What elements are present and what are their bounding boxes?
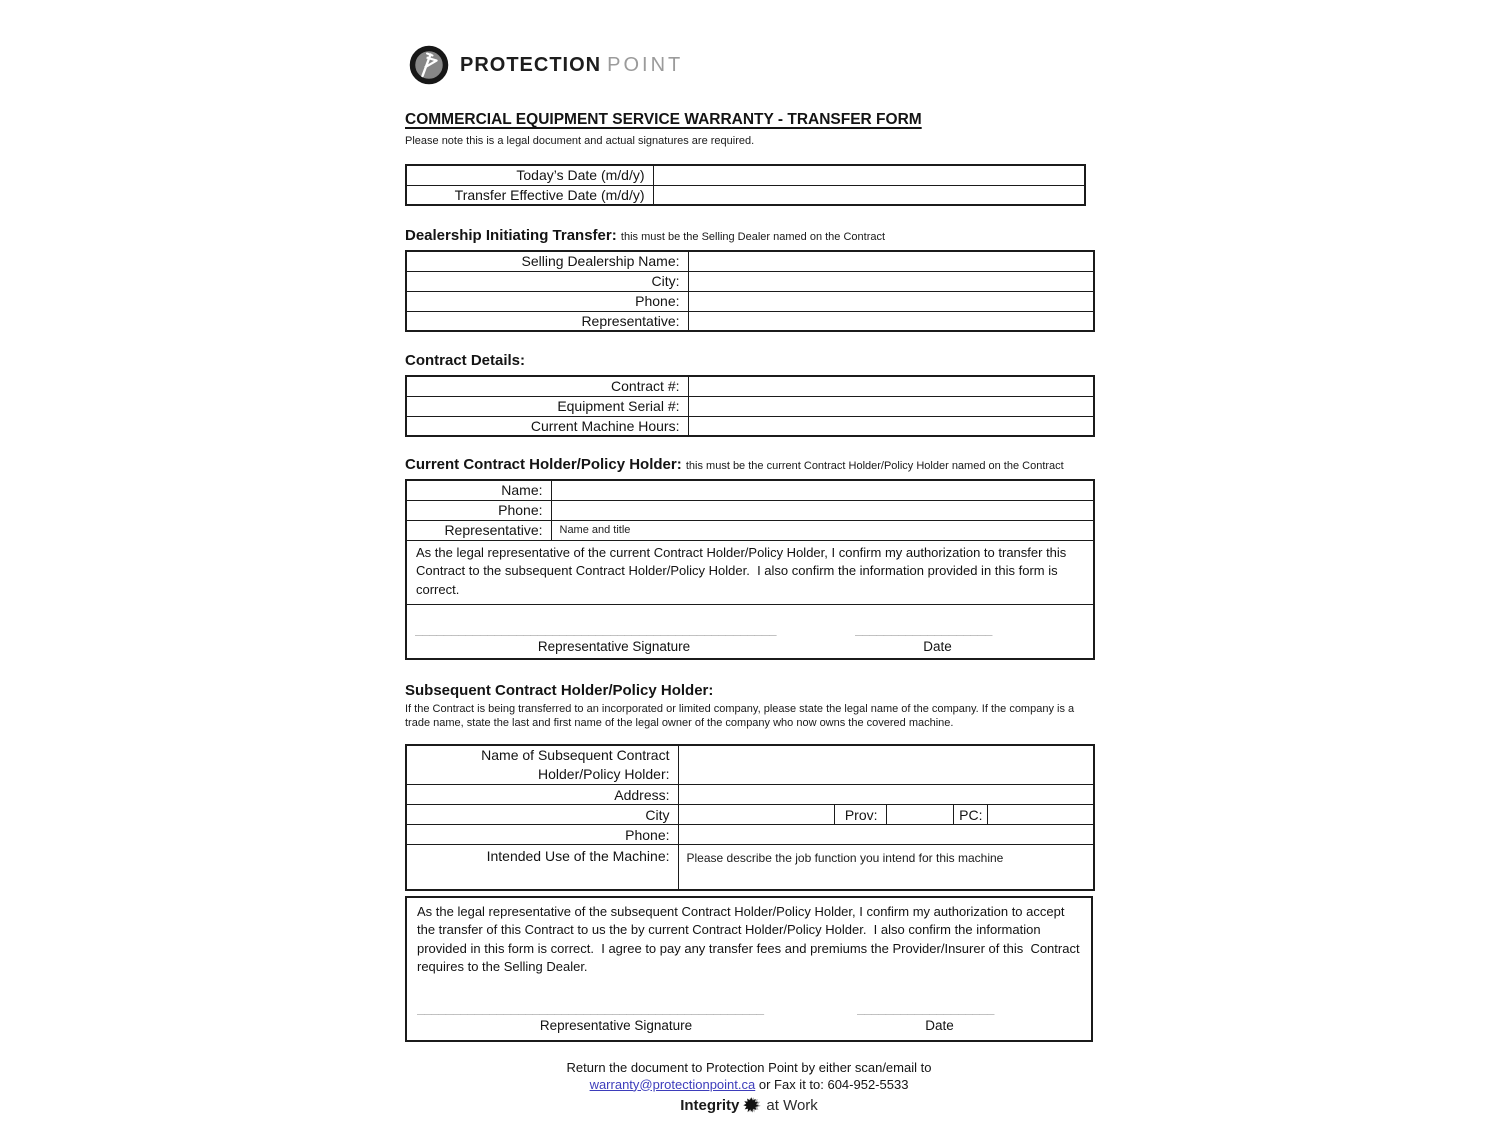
tagline-bold-text: Integrity xyxy=(680,1096,740,1114)
field-input-equipment-serial[interactable] xyxy=(688,396,1094,416)
field-label-holder-name: Name: xyxy=(406,480,551,500)
table-row xyxy=(406,311,1094,331)
table-row xyxy=(406,785,1094,805)
field-input-todays-date[interactable] xyxy=(653,165,1085,185)
tagline-rest-text: at Work xyxy=(766,1096,818,1114)
protection-point-logo-icon xyxy=(409,45,449,85)
field-input-dealer-city[interactable] xyxy=(688,271,1094,291)
section-heading-note: this must be the current Contract Holder/Policy Holder named on the Contract xyxy=(685,460,1064,472)
table-row xyxy=(406,251,1094,271)
field-input-current-machine-hours[interactable] xyxy=(688,416,1094,436)
field-input-selling-dealership-name[interactable] xyxy=(688,251,1094,271)
field-label-subsequent-name: Name of Subsequent Contract Holder/Policy Holder: xyxy=(406,745,678,785)
table-row xyxy=(406,745,1094,785)
footer-return-line: Return the document to Protection Point by either scan/email to xyxy=(566,1059,932,1075)
field-label-holder-representative: Representative: xyxy=(406,520,551,540)
table-row xyxy=(406,416,1094,436)
brand-name-secondary: POINT xyxy=(607,53,684,76)
field-label-subsequent-address: Address: xyxy=(406,785,678,805)
field-label-selling-dealership-name: Selling Dealership Name: xyxy=(406,251,688,271)
brand-logo xyxy=(409,45,1093,85)
footer-tagline xyxy=(405,1096,1093,1115)
signature-line: __________________________________________________ xyxy=(415,623,777,636)
section-heading-subsequent-holder: Subsequent Contract Holder/Policy Holder: xyxy=(405,681,714,699)
field-label-intended-use: Intended Use of the Machine: xyxy=(406,845,678,890)
field-label-subsequent-prov: Prov: xyxy=(834,805,886,825)
table-row xyxy=(406,396,1094,416)
field-input-subsequent-prov[interactable] xyxy=(886,805,953,825)
field-input-transfer-effective-date[interactable] xyxy=(653,185,1085,205)
field-input-holder-name[interactable] xyxy=(551,480,1094,500)
table-row xyxy=(406,480,1094,500)
table-row xyxy=(406,185,1085,205)
section-heading-text: Dealership Initiating Transfer: xyxy=(405,227,617,244)
table-row xyxy=(406,165,1085,185)
signature-label: Representative Signature xyxy=(539,1017,693,1033)
date-label: Date xyxy=(923,638,952,654)
field-input-subsequent-pc[interactable] xyxy=(987,805,1094,825)
field-label-subsequent-pc: PC: xyxy=(953,805,987,825)
field-input-holder-representative[interactable]: Name and title xyxy=(551,520,1094,540)
field-input-subsequent-phone[interactable] xyxy=(678,825,1094,845)
form-title: COMMERCIAL EQUIPMENT SERVICE WARRANTY - TRANSFER FORM xyxy=(405,111,922,128)
date-line: ___________________ xyxy=(855,623,993,636)
field-input-dealer-representative[interactable] xyxy=(688,311,1094,331)
field-label-contract-number: Contract #: xyxy=(406,376,688,396)
table-row xyxy=(406,376,1094,396)
section-heading-contract-details: Contract Details: xyxy=(405,352,526,369)
brand-wordmark xyxy=(460,54,683,77)
date-label: Date xyxy=(925,1017,954,1033)
signature-line: ________________________________________________ xyxy=(417,1002,765,1015)
field-input-contract-number[interactable] xyxy=(688,376,1094,396)
dealership-table xyxy=(405,250,1095,332)
field-label-current-machine-hours: Current Machine Hours: xyxy=(406,416,688,436)
subsequent-authorization-text: As the legal representative of the subsequent Contract Holder/Policy Holder, I confirm my authorization to accept the transfer of this Contract to us the by current Contract Holder/Policy Holder. I also confirm the information provided in this form is correct. I agree to pay any transfer fees and premiums the Provider/Insurer of this Contract requires to the Selling Dealer. xyxy=(417,903,1084,974)
subsequent-authorization-box xyxy=(405,896,1093,1042)
table-row xyxy=(406,291,1094,311)
field-label-dealer-representative: Representative: xyxy=(406,311,688,331)
form-legal-note: Please note this is a legal document and actual signatures are required. xyxy=(405,135,755,147)
current-holder-signature-block xyxy=(406,605,1094,659)
section-heading-note: this must be the Selling Dealer named on the Contract xyxy=(620,231,886,243)
subsequent-holder-table xyxy=(405,744,1095,891)
field-label-transfer-effective-date: Transfer Effective Date (m/d/y) xyxy=(406,185,653,205)
subsequent-holder-description: If the Contract is being transferred to an incorporated or limited company, please state the legal name of the company. If the company is a trade name, state the last and first name of the legal owner of the company who now owns the covered machine. xyxy=(405,702,1075,729)
field-label-todays-date: Today’s Date (m/d/y) xyxy=(406,165,653,185)
field-input-subsequent-name[interactable] xyxy=(678,745,1094,785)
email-link[interactable]: warranty@protectionpoint.ca xyxy=(589,1076,756,1092)
intended-use-placeholder: Please describe the job function you intend for this machine xyxy=(686,851,1004,865)
current-holder-authorization-text: As the legal representative of the current Contract Holder/Policy Holder, I confirm my authorization to transfer this Contract to the subsequent Contract Holder/Policy Holder. I also confirm the information provided in this form is correct. xyxy=(406,540,1094,605)
footer-contact-line xyxy=(405,1076,1093,1093)
footer-fax-text: or Fax it to: 604-952-5533 xyxy=(755,1076,909,1092)
table-row xyxy=(406,500,1094,520)
field-input-subsequent-address[interactable] xyxy=(678,785,1094,805)
current-holder-table xyxy=(405,479,1095,660)
field-label-dealer-phone: Phone: xyxy=(406,291,688,311)
field-label-equipment-serial: Equipment Serial #: xyxy=(406,396,688,416)
date-line: ___________________ xyxy=(857,1002,995,1015)
section-heading-dealership xyxy=(405,227,1093,244)
section-heading-current-holder xyxy=(405,456,1093,473)
footer xyxy=(405,1059,1093,1115)
field-label-subsequent-city: City xyxy=(406,805,678,825)
table-row xyxy=(406,845,1094,890)
brand-name-primary: PROTECTION xyxy=(460,53,602,76)
field-label-subsequent-phone: Phone: xyxy=(406,825,678,845)
table-row xyxy=(406,805,1094,825)
section-heading-text: Current Contract Holder/Policy Holder: xyxy=(405,456,682,473)
field-input-holder-phone[interactable] xyxy=(551,500,1094,520)
table-row xyxy=(406,825,1094,845)
signature-label: Representative Signature xyxy=(537,638,691,654)
table-row xyxy=(406,540,1094,605)
field-input-dealer-phone[interactable] xyxy=(688,291,1094,311)
table-row xyxy=(406,605,1094,659)
field-input-subsequent-city[interactable] xyxy=(678,805,834,825)
field-label-holder-phone: Phone: xyxy=(406,500,551,520)
dates-table xyxy=(405,164,1086,206)
form-document xyxy=(405,0,1093,1115)
maple-leaf-icon xyxy=(743,1096,762,1115)
contract-details-table xyxy=(405,375,1095,437)
field-label-dealer-city: City: xyxy=(406,271,688,291)
table-row xyxy=(406,271,1094,291)
field-input-intended-use[interactable] xyxy=(678,845,1094,890)
table-row xyxy=(406,520,1094,540)
